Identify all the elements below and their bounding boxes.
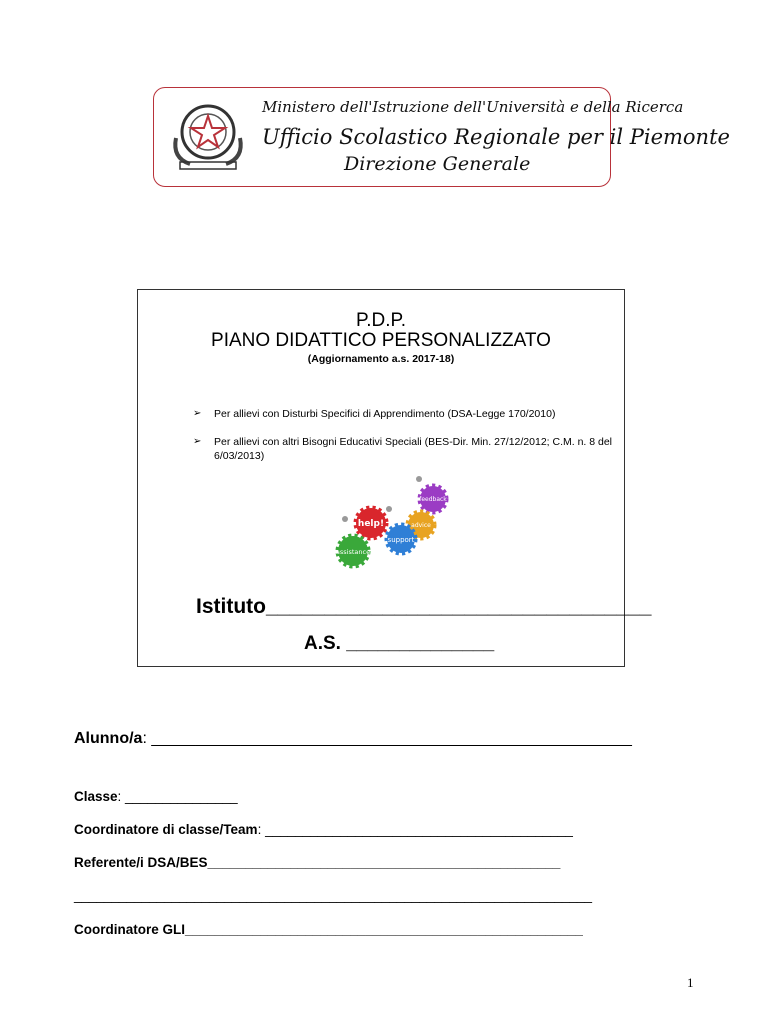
ministry-letterhead (153, 87, 730, 187)
class-coordinator-blank: : _________________________________________ (257, 822, 573, 837)
blank-line: _____________________________________________________________________ (74, 888, 593, 903)
ministry-name: Ministero dell'Istruzione dell'Università e della Ricerca (262, 98, 684, 116)
cover-acronym: P.D.P. (355, 310, 406, 331)
arrow-bullet-icon: ➢ (193, 408, 202, 419)
italian-republic-emblem-icon (168, 98, 248, 176)
gear-help-icon (356, 508, 386, 538)
istituto-field: Istituto_________________________________ (196, 595, 652, 618)
bullet-item-dsa (194, 407, 614, 421)
support-gears-illustration (331, 475, 456, 575)
cover-box (137, 289, 652, 667)
gear-assistance-icon (336, 536, 370, 566)
gear-support-icon (387, 525, 415, 553)
student-field (74, 730, 632, 748)
direction-name: Direzione Generale (344, 153, 531, 175)
bullet-text: Per allievi con Disturbi Specifici di Apprendimento (DSA-Legge 170/2010) (214, 408, 556, 420)
page-number: 1 (687, 975, 694, 990)
bullet-text: Per allievi con altri Bisogni Educativi Speciali (BES-Dir. Min. 27/12/2012; C.M. n. 8 del 6/03/2013) (214, 436, 613, 462)
school-year-field: A.S. ______________ (304, 633, 495, 654)
class-coordinator-field (74, 822, 573, 837)
regional-office-name: Ufficio Scolastico Regionale per il Piemonte (262, 125, 730, 149)
student-label: Alunno/a (74, 730, 143, 747)
gli-coordinator-field: Coordinatore GLI_____________________________________________________ (74, 922, 583, 937)
svg-text:feedback: feedback (419, 496, 447, 503)
svg-text:support: support (387, 536, 415, 544)
svg-text:assistance: assistance (335, 548, 371, 556)
svg-text:advice: advice (411, 522, 431, 529)
class-field (74, 789, 238, 804)
class-coordinator-label: Coordinatore di classe/Team (74, 822, 258, 837)
student-blank: : ______________________________________________________ (142, 730, 632, 747)
dsa-bes-referent-field: Referente/i DSA/BES_______________________________________________ (74, 855, 561, 870)
cover-title: PIANO DIDATTICO PERSONALIZZATO (211, 330, 551, 351)
cover-subtitle: (Aggiornamento a.s. 2017-18) (307, 353, 455, 365)
bullet-item-bes (194, 435, 614, 463)
arrow-bullet-icon: ➢ (193, 436, 202, 447)
class-blank: : _______________ (117, 789, 238, 804)
class-label: Classe (74, 789, 118, 804)
gear-feedback-icon (419, 486, 447, 512)
svg-text:help!: help! (357, 519, 385, 529)
